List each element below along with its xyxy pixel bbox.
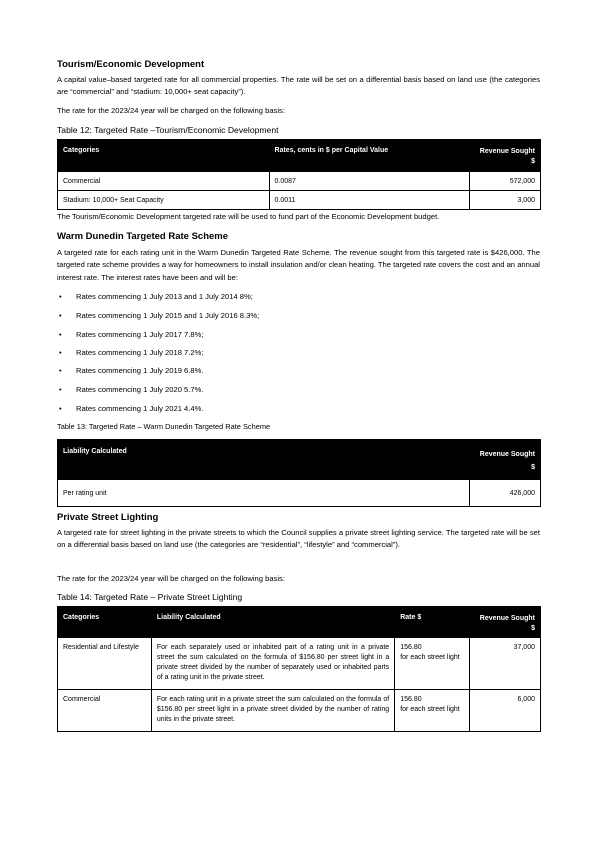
bullet-icon: • xyxy=(59,366,62,375)
header-categories: Categories xyxy=(58,140,270,172)
header-revenue: Revenue Sought $ xyxy=(470,607,541,638)
header-liability: Liability Calculated xyxy=(151,607,394,638)
table-row xyxy=(58,191,541,210)
section-heading-warm-dunedin: Warm Dunedin Targeted Rate Scheme xyxy=(57,231,229,242)
table-header-row xyxy=(58,607,541,638)
cell-revenue: 37,000 xyxy=(470,638,541,690)
header-revenue: Revenue Sought $ xyxy=(470,440,541,480)
cell-revenue: 426,000 xyxy=(470,480,541,507)
table-14 xyxy=(57,606,541,732)
cell-rate: 0.0087 xyxy=(269,172,470,191)
cell-rate: 156.80 for each street light xyxy=(395,690,470,732)
table-14-caption: Table 14: Targeted Rate – Private Street Lighting xyxy=(57,592,243,602)
table-13 xyxy=(57,439,541,507)
header-liability: Liability Calculated xyxy=(58,440,470,480)
cell-liability: Per rating unit xyxy=(58,480,470,507)
table-row xyxy=(58,638,541,690)
bullet-icon: • xyxy=(59,385,62,394)
cell-revenue: 3,000 xyxy=(470,191,541,210)
header-revenue: Revenue Sought $ xyxy=(470,140,541,172)
tourism-note: The Tourism/Economic Development targeted rate will be used to fund part of the Economic Development budget. xyxy=(57,212,440,221)
cell-revenue: 572,000 xyxy=(470,172,541,191)
bullet-icon: • xyxy=(59,404,62,413)
cell-category: Commercial xyxy=(58,690,152,732)
table-13-caption: Table 13: Targeted Rate – Warm Dunedin Targeted Rate Scheme xyxy=(57,422,271,431)
table-row xyxy=(58,172,541,191)
document-page: Tourism/Economic Development A capital value–based targeted rate for all commercial properties. The rate will be set on a differential basis based on land use (the categories are “commercial” and “stadium: 10,000+ seat capacity”). The rate for the 2023/24 year will be charged on the following basis: Table 12: Targeted Rate –Tourism/Economic Development Categories Rates, cents in $ per Capital Value Revenue Sought $ Commercial 0.0087 572,000 Stadium: 10,000+ Seat Capacity 0.0011 3,000 The Tourism/Economic Development targeted rate will be used to fund part of the Economic Development budget. Warm Dunedin Targeted Rate Scheme A targeted rate for each rating unit in the Warm Dunedin Targeted Rate Scheme. The revenue sought from this targeted rate is $426,000. The targeted rate scheme provides a way for homeowners to install insulation and/or clean heating. The targeted rate covers the cost and an annual interest rate. The interest rates have been and will be: • Rates commencing 1 July 2013 and 1 July 2014 8%; • Rates commencing 1 July 2015 and 1 July 2016 8.3%; • Rates commencing 1 July 2017 7.8%; • Rates commencing 1 July 2018 7.2%; • Rates commencing 1 July 2019 6.8%. • Rates commencing 1 July 2020 5.7%. • Rates commencing 1 July 2021 4.4%. Table 13: Targeted Rate – Warm Dunedin Targeted Rate Scheme Liability Calculated Revenue Sought $ Per rating unit 426,000 Private Street Lighting A targeted rate for street lighting in the private streets to which the Council supplies a private street lighting service. The targeted rate will be set on a differential basis based on land use (the categories are “residential”, “lifestyle” and “commercial”). The rate for the 2023/24 year will be charged on the following basis: Table 14: Targeted Rate – Private Street Lighting Categories Liability Calculated Rate $ Revenue Sought $ Residential and Lifestyle For each separately used or inhabited part of a rating unit in a private street the sum calculated on the formula of $156.80 per street light in a private street divided by the number of separately used or inhabited parts of a rating unit in the private street. 156.80 for each street light 37,000 Commercial For each rating unit in a private street the sum calculated on the formula of $156.80 per street light in a private street divided by the number of rating units in the private street. 156.80 for each street light 6,000 xyxy=(0,0,597,843)
cell-category: Residential and Lifestyle xyxy=(58,638,152,690)
table-row xyxy=(58,690,541,732)
cell-liability: For each rating unit in a private street the sum calculated on the formula of $156.80 per street light in a private street divided by the number of rating units in the private street. xyxy=(151,690,394,732)
section-heading-tourism: Tourism/Economic Development xyxy=(57,59,205,70)
cell-rate: 0.0011 xyxy=(269,191,470,210)
bullet-icon: • xyxy=(59,311,62,320)
table-12 xyxy=(57,139,541,210)
cell-liability: For each separately used or inhabited part of a rating unit in a private street the sum calculated on the formula of $156.80 per street light in a private street divided by the number of separately used or inhabited parts of a rating unit in the private street. xyxy=(151,638,394,690)
bullet-icon: • xyxy=(59,330,62,339)
private-street-lighting-basis-text: The rate for the 2023/24 year will be charged on the following basis: xyxy=(57,574,285,583)
cell-category: Commercial xyxy=(58,172,270,191)
table-row xyxy=(58,480,541,507)
cell-category: Stadium: 10,000+ Seat Capacity xyxy=(58,191,270,210)
header-rates: Rates, cents in $ per Capital Value xyxy=(269,140,470,172)
bullet-icon: • xyxy=(59,292,62,301)
private-street-lighting-paragraph: A targeted rate for street lighting in the private streets to which the Council supplies a private street lighting service. The targeted rate will be set on a differential basis based on land use (the categories are “residential”, “lifestyle” and “commercial”). xyxy=(57,528,540,550)
cell-rate: 156.80 for each street light xyxy=(395,638,470,690)
table-header-row xyxy=(58,140,541,172)
tourism-paragraph: A capital value–based targeted rate for all commercial properties. The rate will be set on a differential basis based on land use (the categories are “commercial” and “stadium: 10,000+ seat capacity”). xyxy=(57,75,540,97)
cell-revenue: 6,000 xyxy=(470,690,541,732)
header-categories: Categories xyxy=(58,607,152,638)
bullet-icon: • xyxy=(59,348,62,357)
warm-dunedin-paragraph: A targeted rate for each rating unit in the Warm Dunedin Targeted Rate Scheme. The revenue sought from this targeted rate is $426,000. The targeted rate scheme provides a way for homeowners to install insulation and/or clean heating. The targeted rate covers the cost and an annual interest rate. The interest rates have been and will be: xyxy=(57,248,540,282)
table-header-row xyxy=(58,440,541,480)
tourism-basis-text: The rate for the 2023/24 year will be charged on the following basis: xyxy=(57,106,285,115)
header-rate: Rate $ xyxy=(395,607,470,638)
section-heading-private-street-lighting: Private Street Lighting xyxy=(57,512,159,523)
table-12-caption: Table 12: Targeted Rate –Tourism/Economic Development xyxy=(57,125,279,135)
